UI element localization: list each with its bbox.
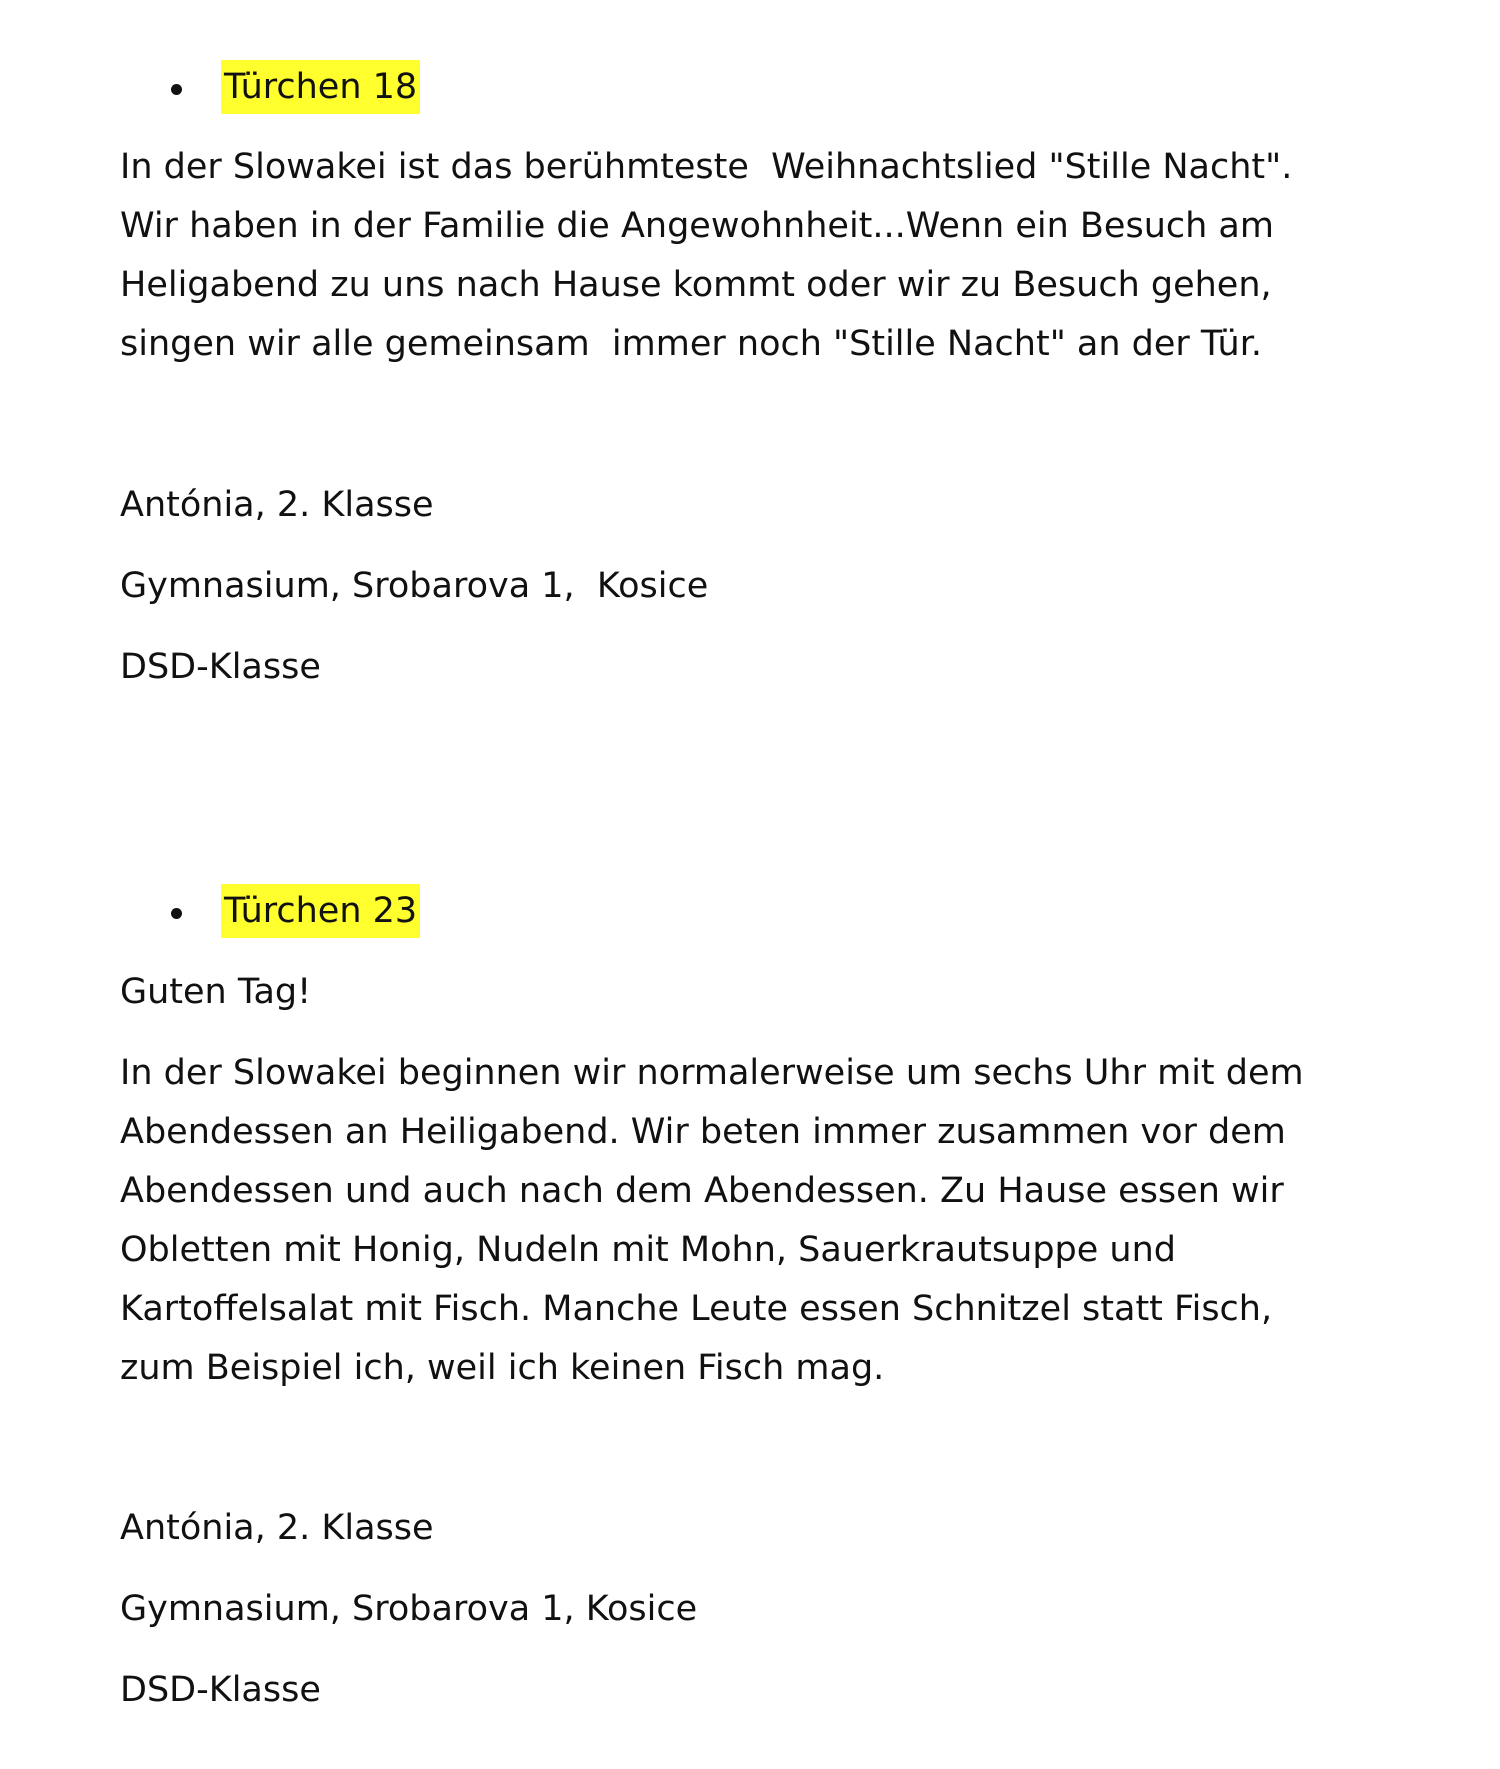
class-line: DSD-Klasse — [120, 1670, 321, 1710]
class-line: DSD-Klasse — [120, 647, 321, 687]
list-item-tuerchen-18 — [0, 60, 1500, 116]
entry-title: Türchen 23 — [221, 884, 420, 938]
body-line: Abendessen an Heiligabend. Wir beten immer zusammen vor dem — [120, 1112, 1286, 1152]
bullet-icon — [171, 908, 182, 919]
entry-body — [120, 1044, 1304, 1398]
entry-body — [120, 138, 1292, 374]
list-item-tuerchen-23 — [0, 884, 1500, 940]
body-line: Heligabend zu uns nach Hause kommt oder wir zu Besuch gehen, — [120, 265, 1272, 305]
body-line: Kartoffelsalat mit Fisch. Manche Leute essen Schnitzel statt Fisch, — [120, 1289, 1273, 1329]
body-line: Abendessen und auch nach dem Abendessen. Zu Hause essen wir — [120, 1171, 1284, 1211]
author-line: Antónia, 2. Klasse — [120, 485, 434, 525]
body-line: In der Slowakei beginnen wir normalerweise um sechs Uhr mit dem — [120, 1053, 1304, 1093]
author-line: Antónia, 2. Klasse — [120, 1508, 434, 1548]
body-line: In der Slowakei ist das berühmteste Weihnachtslied "Stille Nacht". — [120, 147, 1293, 187]
school-line: Gymnasium, Srobarova 1, Kosice — [120, 1589, 698, 1629]
body-line: zum Beispiel ich, weil ich keinen Fisch mag. — [120, 1348, 885, 1388]
bullet-icon — [171, 84, 182, 95]
greeting-line: Guten Tag! — [120, 972, 312, 1012]
body-line: Obletten mit Honig, Nudeln mit Mohn, Sauerkrautsuppe und — [120, 1230, 1176, 1270]
school-line: Gymnasium, Srobarova 1, Kosice — [120, 566, 709, 606]
body-line: Wir haben in der Familie die Angewohnheit...Wenn ein Besuch am — [120, 206, 1274, 246]
entry-title: Türchen 18 — [221, 60, 420, 114]
body-line: singen wir alle gemeinsam immer noch "Stille Nacht" an der Tür. — [120, 324, 1262, 364]
